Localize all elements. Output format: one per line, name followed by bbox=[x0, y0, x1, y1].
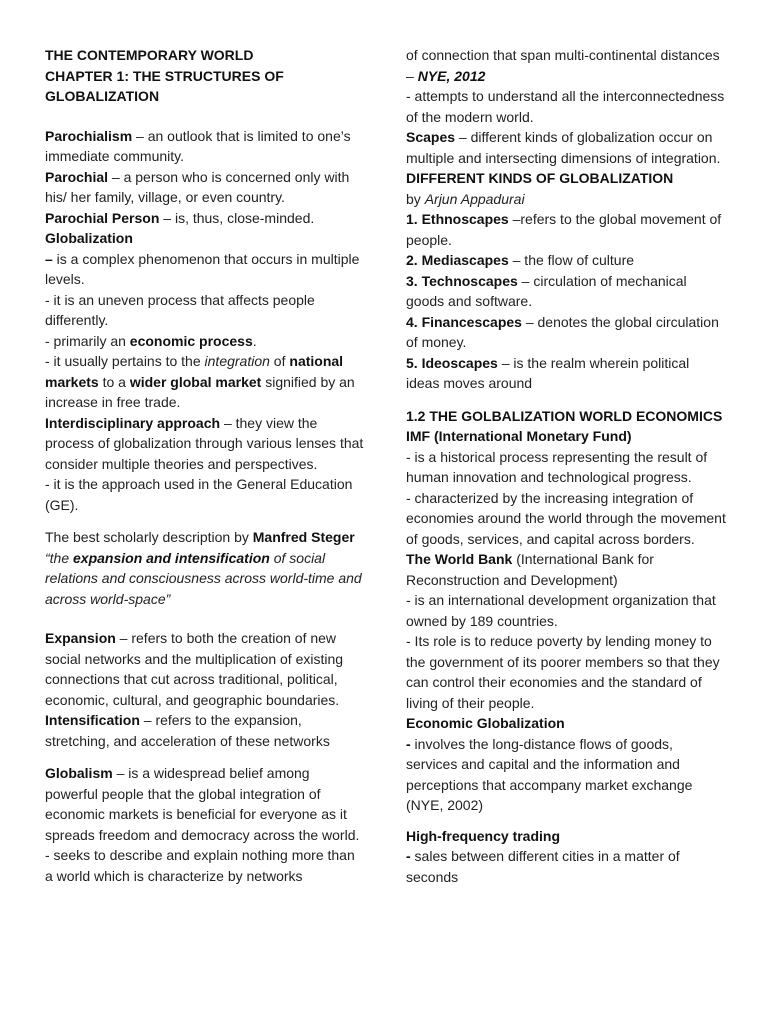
world-bank-def: The World Bank (International Bank for Reconstruction and Development) bbox=[406, 551, 654, 588]
section-heading: 1.2 THE GOLBALIZATION WORLD ECONOMICS bbox=[406, 407, 723, 424]
globalization-bullet: - primarily an economic process. bbox=[45, 332, 257, 349]
globalism-bullet: - seeks to describe and explain nothing more than a world which is characterize by networks bbox=[45, 847, 355, 884]
networks-continuation: of connection that span multi-continental distances – NYE, 2012 bbox=[406, 47, 720, 84]
globalization-bullet: - it is an uneven process that affects people differently. bbox=[45, 291, 315, 328]
kinds-author: by Arjun Appadurai bbox=[406, 190, 525, 207]
left-column bbox=[45, 0, 365, 886]
scapes-def: Scapes – different kinds of globalization occur on multiple and intersecting dimensions of integration. bbox=[406, 129, 721, 166]
economic-globalization-term: Economic Globalization bbox=[406, 715, 565, 731]
hft-term: High-frequency trading bbox=[406, 827, 561, 844]
interdisciplinary-def: Interdisciplinary approach – they view the process of globalization through various lenses that consider multiple theories and perspectives. bbox=[45, 414, 364, 472]
right-column bbox=[406, 0, 726, 887]
expansion-def: Expansion – refers to both the creation of new social networks and the multiplication of existing connections that cut across traditional, political, economic, cultural, and geographic boundaries. bbox=[45, 630, 344, 708]
globalism-def: Globalism – is a widespread belief among powerful people that the global integration of economic markets is beneficial for everyone as it spreads freedom and democracy across the world. bbox=[45, 765, 360, 843]
kind-item: 2. Mediascapes – the flow of culture bbox=[406, 252, 635, 268]
networks-bullet: - attempts to understand all the interconnectedness of the modern world. bbox=[406, 88, 725, 125]
imf-bullet: - is a historical process representing the result of human innovation and technological progress. bbox=[406, 448, 708, 485]
steger-intro: The best scholarly description by Manfred Steger bbox=[45, 529, 355, 545]
kind-item: 5. Ideoscapes – is the realm wherein political ideas moves around bbox=[406, 354, 690, 391]
interdisciplinary-bullet: - it is the approach used in the General Education (GE). bbox=[45, 476, 353, 513]
doc-title: THE CONTEMPORARY WORLD CHAPTER 1: THE STRUCTURES OF GLOBALIZATION bbox=[45, 47, 284, 104]
imf-term: IMF (International Monetary Fund) bbox=[406, 428, 632, 444]
world-bank-bullet: - is an international development organization that owned by 189 countries. bbox=[406, 592, 716, 629]
globalization-bullet: - it usually pertains to the integration of national markets to a wider global market signified by an increase in free trade. bbox=[45, 353, 355, 410]
kinds-heading: DIFFERENT KINDS OF GLOBALIZATION bbox=[406, 170, 674, 186]
parochial-def: Parochial – a person who is concerned only with his/ her family, village, or even country. bbox=[45, 168, 350, 205]
imf-bullet: - characterized by the increasing integration of economies around the world through the movement of goods, services, and capital across borders. bbox=[406, 489, 726, 547]
parochial-person-def: Parochial Person – is, thus, close-minded. bbox=[45, 209, 315, 226]
globalization-def: – is a complex phenomenon that occurs in multiple levels. bbox=[45, 250, 360, 287]
intensification-def: Intensification – refers to the expansion, stretching, and acceleration of these networks bbox=[45, 712, 330, 749]
hft-def: - sales between different cities in a matter of seconds bbox=[406, 848, 680, 885]
kind-item: 3. Technoscapes – circulation of mechanical goods and software. bbox=[406, 272, 687, 309]
globalization-term: Globalization bbox=[45, 230, 133, 246]
parochialism-def: Parochialism – an outlook that is limited to one’s immediate community. bbox=[45, 127, 351, 164]
world-bank-bullet: - Its role is to reduce poverty by lending money to the government of its poorer members so that they can control their economies and the standard of living of their people. bbox=[406, 633, 720, 711]
economic-globalization-def: - involves the long-distance flows of goods, services and capital and the information and perceptions that accompany market exchange (NYE, 2002) bbox=[406, 735, 693, 813]
kind-item: 4. Financescapes – denotes the global circulation of money. bbox=[406, 313, 719, 350]
kind-item: 1. Ethnoscapes –refers to the global movement of people. bbox=[406, 211, 722, 248]
steger-quote: “the expansion and intensification of social relations and consciousness across world-time and across world-space” bbox=[45, 549, 362, 607]
